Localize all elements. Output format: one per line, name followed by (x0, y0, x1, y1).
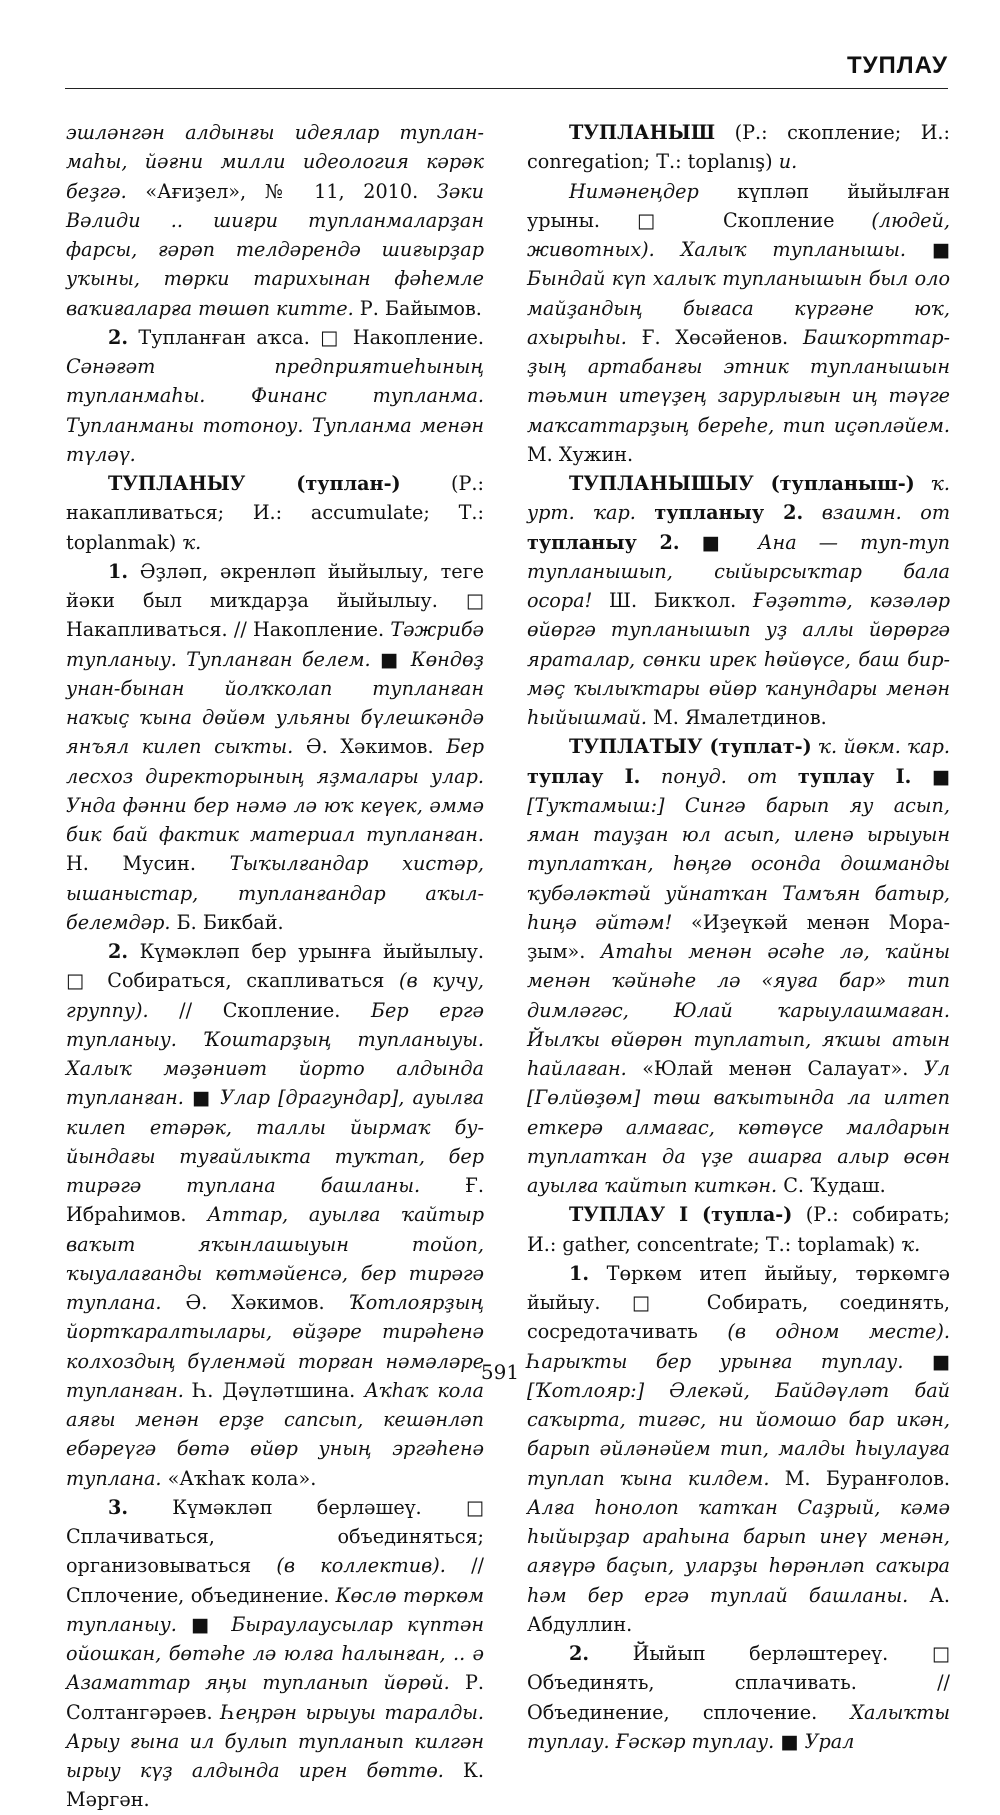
dictionary-paragraph: ТУПЛАТЫУ (туплат-) ҡ. йөкм. ҡар. туплау I. понуд. от туплау I. ■ [Туҡтамыш:] Сингә барып яу асып, яман тауҙан юл асып, иленә ырыуын туплатҡан, һөңгө осонда дошманды ҡубәләктәй уйнатҡан Тамъян батыр, һиңә әйтәм! «Иҙеүкәй менән Мораҙым». Атаһы менән әсәһе лә, ҡайны менән ҡәйнәһе лә «яуға бар» тип димләгәс, Юлай ҡарыулашмаған. Йылҡы өйөрөн туплатып, яҡшы атын һайлаған. «Юлай менән Салауат». Ул [Гөлйөҙөм] төш ваҡытында ла илтеп еткерә алмағас, көтөүсе малдарын туплатҡан да үҙе ашарға алыр өсөн ауылға ҡайтып киткән. С. Ҡудаш. (527, 735, 951, 1197)
dictionary-paragraph: ТУПЛАУ I (тупла-) (Р.: собирать; И.: gather, concentrate; Т.: toplamak) ҡ. (527, 1203, 950, 1256)
dictionary-paragraph: 2. Йыйып берләштереү. □ Объединять, сплачивать. // Объединение, сплочение. Халыҡты туплау. Ғәскәр туплау. ■ Урал (527, 1642, 950, 1753)
dictionary-paragraph: эшләнгән алдынғы идеялар тупланмаһы, йәғни милли идеология кәрәк беҙгә. «Ағиҙел», № 11, 2010. Зәки Вәлиди .. шиғри тупланмаларҙан фарсы, ғәрәп телдәрендә шиғырҙар уҡыны, төрки тарихынан фәһемле ваҡиғаларға төшөп китте. Р. Байымов. (66, 121, 484, 320)
running-head: ТУПЛАУ (846, 52, 948, 79)
dictionary-paragraph: 3. Күмәкләп берләшеү. □ Сплачиваться, объединяться; организовываться (в коллектив). // Сплочение, объединение. Көслө төркөм тупланыу. ■ Быраулаусылар күптән ойошкан, бөтәһе лә юлға һалынған, .. ә Азаматтар яңы тупланып йөрөй. Р. Солтангәрәев. Һеңрән ырыуы таралды. Арыу ғына ил булып тупланып килгән ырыу күҙ алдында ирен бөттө. К. Мәргән. (66, 1495, 485, 1812)
dictionary-paragraph: 2. Тупланған аҡса. □ Накопление. Сәнәғәт предприятиеһының тупланмаһы. Финанс тупланма. Тупланманы тотоноу. Тупланма менән түләү. (66, 325, 484, 466)
dictionary-paragraph: 1. Төркөм итеп йыйыу, төркөмгә йыйыу. □ Собирать, соединять, сосредотачивать (в одном месте). Һарыҡты бер урынға туплау. ■ [Ҡотлояр:] Әлекәй, Байдәүләт бай саҡырта, тигәс, ни йомошо бар икән, барып әйләнәйем тип, малды һыулауға туплап ҡына килдем. М. Буранғолов. Алға һонолоп ҡатҡан Саҙрый, кәмә һыйырҙар араһына барып инеү менән, аяғүрә баҫып, уларҙы һөрәнләп саҡыра һәм бер ергә туплай башланы. А. Абдуллин. (527, 1261, 951, 1636)
dictionary-paragraph: ТУПЛАНЫШЫУ (тупланыш-) ҡ. урт. ҡар. тупланыу 2. взаимн. от тупланыу 2. ■ Ана — туп-туп тупланышып, сыйырсыҡтар бала осора! Ш. Бикҡол. Ғәҙәттә, кәзәләр өйөргә тупланышып уҙ аллы йөрөргә яраталар, сөнки ирек һөйөүсе, баш бирмәҫ ҡылыҡтары өйөр ҡанундары менән һыйышмай. М. Ямалетдинов. (527, 472, 951, 729)
dictionary-paragraph: 2. Күмәкләп бер урынға йыйылыу. □ Собираться, скапливаться (в кучу, группу). // Скопление. Бер ергә тупланыу. Ҡоштарҙың тупланыуы. Халыҡ мәҙәниәт йорто алдында тупланған. ■ Улар [драгундар], ауылға килеп етәрәк, таллы йырмаҡ буйындағы туғайлыкта туҡтап, бер тирәгә туплана башланы. Ғ. Ибраһимов. Аттар, ауылға ҡайтыр ваҡыт яҡынлашыуын тойоп, ҡыуалағанды көтмәйенсә, бер тирәгә туплана. Ә. Хәкимов. Ҡотлоярҙың йортҡаралтылары, өйҙәре тирәһенә колхоздың бүленмәй торған нәмәләре тупланған. Һ. Дәүләтшина. Аҡһаҡ кола аяғы менән ерҙе сапсып, кешәнләп ебәреүгә бөтә өйөр уның эргәһенә туплана. «Аҡһаҡ кола». (66, 940, 485, 1490)
page-number: 591 (480, 1360, 520, 1384)
right-column (527, 118, 950, 1756)
header-rule (65, 88, 948, 89)
dictionary-paragraph: ТУПЛАНЫУ (туплан-) (Р.: накапливаться; И.: accumulate; Т.: toplanmak) ҡ. (66, 472, 484, 554)
dictionary-paragraph: 1. Әҙләп, әкренләп йыйылыу, теге йәки был миҡдарҙа йыйылыу. □ Накапливаться. // Накопление. Тәжрибә тупланыу. Тупланған белем. ■ Көндөҙ унан-бынан йолҡколап тупланған наҡыҫ ҡына дөйөм ульяны бүлешкәндә янъял килеп сыҡты. Ә. Хәкимов. Бер лесхоз директорының яҙмалары улар. Унда фәнни бер нәмә лә юҡ кеүек, әммә бик бай фактик материал тупланған. Н. Мусин. Тыҡылғандар хистәр, ышаныстар, тупланғандар аҡыл-белемдәр. Б. Бикбай. (66, 559, 485, 934)
left-column (66, 118, 484, 1815)
dictionary-paragraph: Нимәнеңдер күпләп йыйылған урыны. □ Скопление (людей, животных). Халыҡ тупланышы. ■ Бындай күп халыҡ тупланышын был оло майҙандың бығаса күргәне юҡ, ахырыһы. Ғ. Хөсәйенов. Башҡорттарҙың артабанғы этник тупланышын тәьмин итеүҙең зарурлығын иң тәүге маҡсаттарҙың береһе, тип иҫәпләйем. М. Хужин. (527, 179, 950, 466)
dictionary-paragraph: ТУПЛАНЫШ (Р.: скопление; И.: conregation; Т.: toplanış) и. (527, 121, 950, 174)
